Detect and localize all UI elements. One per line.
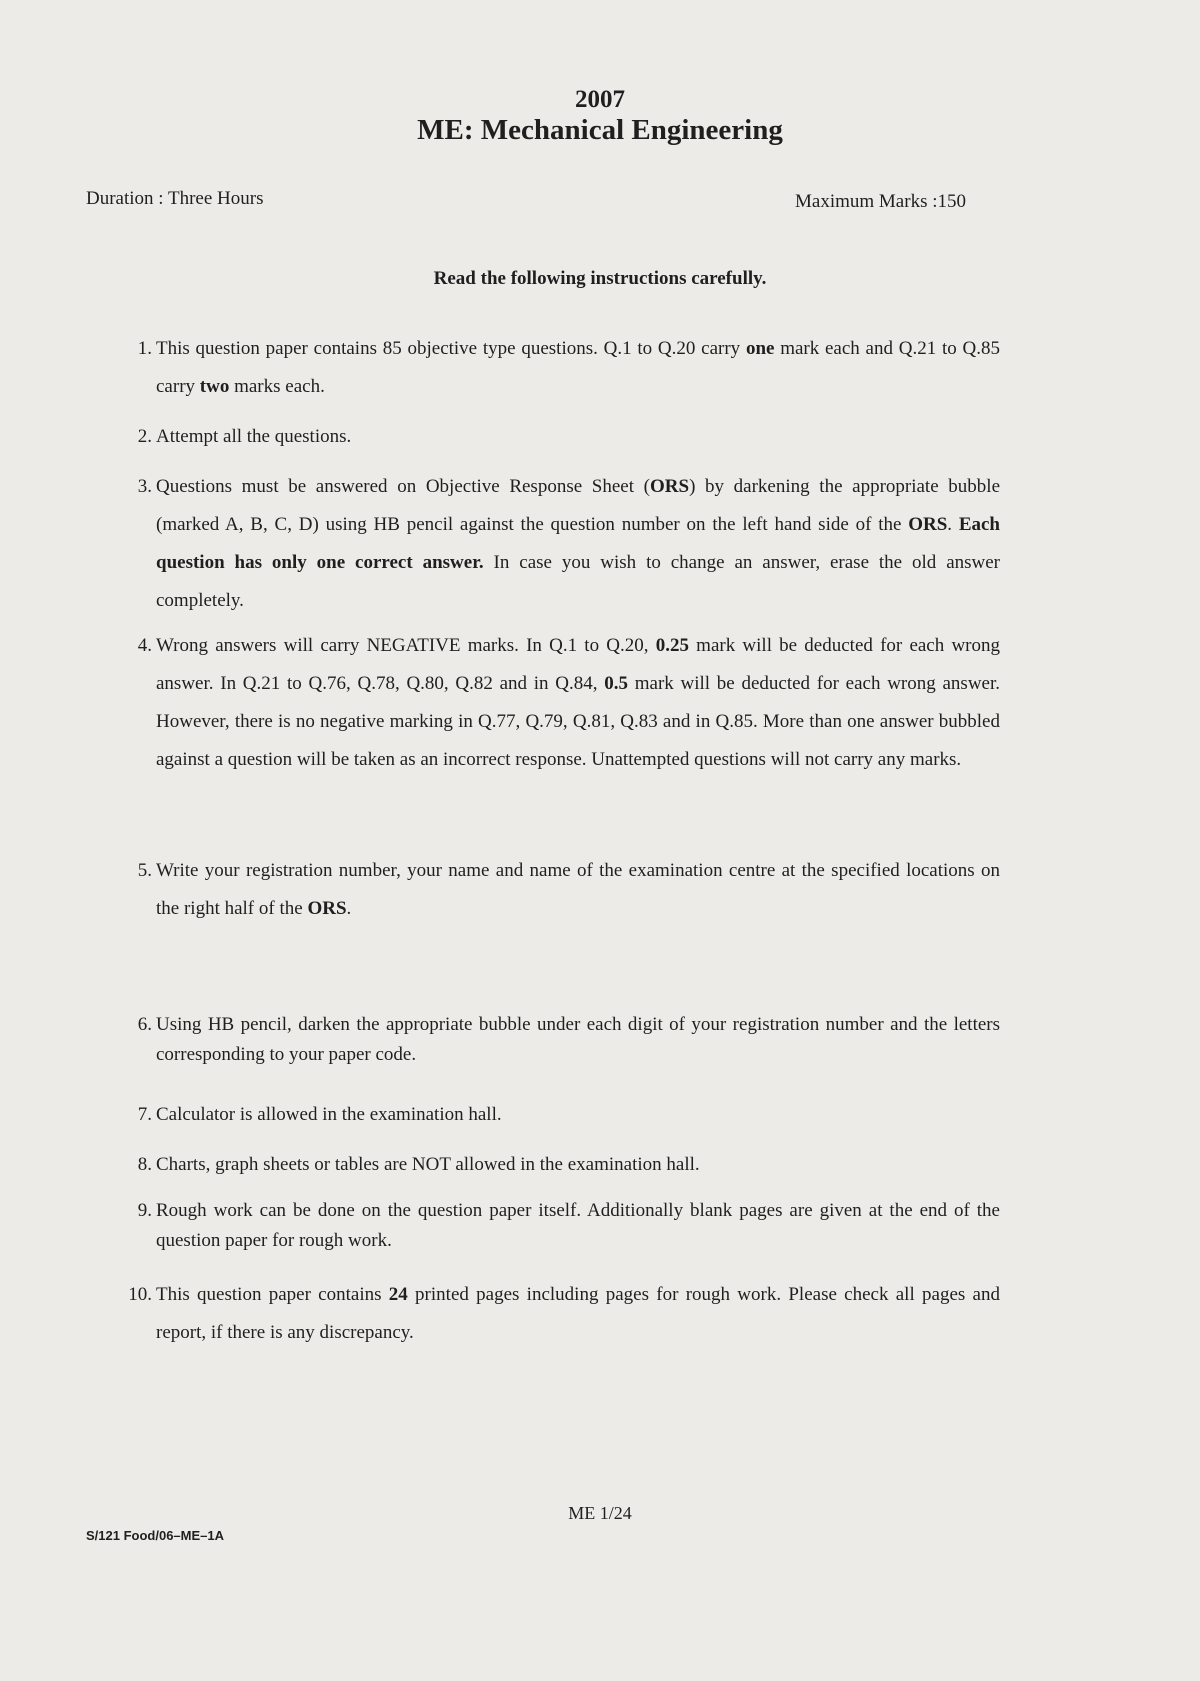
instruction-text [156,418,1000,456]
instruction-text [156,468,1000,620]
text-run: Questions must be answered on Objective Response Sheet ( [156,476,650,497]
emphasis-text: ORS [908,514,948,535]
text-run: Charts, graph sheets or tables are NOT allowed in the examination hall. [156,1154,700,1175]
text-run: Wrong answers will carry NEGATIVE marks. In Q.1 to Q.20, [156,635,656,656]
instruction-number: 8. [137,1154,152,1175]
instruction-text [156,852,1000,928]
text-run: Calculator is allowed in the examination hall. [156,1104,502,1125]
instruction-text [156,1276,1000,1352]
exam-year: 2007 [575,86,625,113]
paper-title: ME: Mechanical Engineering [417,114,783,146]
text-run: Using HB pencil, darken the appropriate bubble under each digit of your registration number and the letters corresponding to your paper code. [156,1014,1000,1065]
text-run: mark will be deducted for each wrong answer. In Q.21 to Q.76, Q.78, Q.80, Q.82 and in Q.84, [156,635,1000,694]
instruction-text [156,1096,1000,1134]
text-run: This question paper contains 85 objective type questions. Q.1 to Q.20 carry [156,338,746,359]
emphasis-text: 0.25 [655,635,689,656]
text-run: . [346,898,352,919]
emphasis-text: 24 [388,1284,408,1305]
instructions-heading: Read the following instructions carefully. [433,268,767,289]
text-run: ) by darkening the appropriate bubble (marked A, B, C, D) using HB pencil against the question number on the left hand side of the [156,476,1000,535]
text-run: marks each. [229,376,325,397]
text-run: mark each and Q.21 to Q.85 carry [156,338,1000,397]
max-marks-label: Maximum Marks :150 [795,191,966,212]
emphasis-text: 0.5 [604,673,628,694]
emphasis-text: ORS [307,898,347,919]
paper-code: S/121 Food/06–ME–1A [86,1528,224,1543]
instruction-text [156,627,1000,779]
page-number: ME 1/24 [568,1503,632,1523]
emphasis-text: Each question has only one correct answer. [156,514,1001,573]
text-run: Rough work can be done on the question paper itself. Additionally blank pages are given at the end of the question paper for rough work. [156,1200,1000,1251]
instruction-number: 5. [137,860,152,881]
instruction-number: 1. [137,338,152,359]
instruction-number: 10. [128,1284,152,1305]
text-run: Attempt all the questions. [156,426,352,447]
instruction-number: 9. [137,1200,152,1221]
instruction-number: 3. [137,476,152,497]
instruction-text [156,1146,1000,1184]
emphasis-text: one [745,338,775,359]
text-run: printed pages including pages for rough work. Please check all pages and report, if there is any discrepancy. [156,1284,1000,1343]
instruction-number: 4. [137,635,152,656]
emphasis-text: ORS [649,476,690,497]
instruction-text [156,330,1000,406]
instruction-text [156,1196,1000,1256]
text-run: In case you wish to change an answer, erase the old answer completely. [156,552,1000,611]
instruction-number: 7. [137,1104,152,1125]
instruction-text [156,1010,1000,1070]
text-run: mark will be deducted for each wrong answer. However, there is no negative marking in Q.77, Q.79, Q.81, Q.83 and in Q.85. More than one answer bubbled against a question will be taken as an incorrect response. Unattempted questions will not carry any marks. [156,673,1001,770]
instruction-number: 6. [137,1014,152,1035]
emphasis-text: two [199,376,230,397]
text-run: This question paper contains [156,1284,389,1305]
duration-label: Duration : Three Hours [86,188,264,209]
instruction-number: 2. [137,426,152,447]
text-run: . [947,514,959,535]
text-run: Write your registration number, your name and name of the examination centre at the specified locations on the right half of the [156,860,1000,919]
